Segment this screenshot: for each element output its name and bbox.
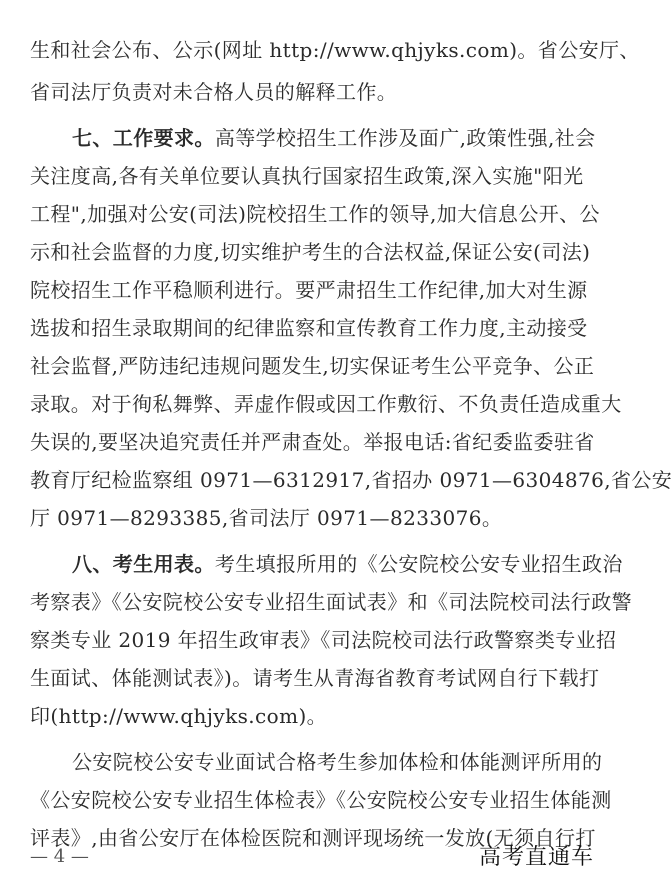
section-8-text: 考生填报所用的《公安院校公安专业招生政治 xyxy=(214,552,623,576)
watermark-logo: 高考直通车 xyxy=(478,845,594,870)
section-8-heading: 八、考生用表。 xyxy=(72,552,215,576)
text-line-15: 考察表》《公安院校公安专业招生面试表》和《司法院校司法行政警 xyxy=(30,590,632,614)
text-line-19: 公安院校公安专业面试合格考生参加体检和体能测评所用的 xyxy=(72,750,603,774)
text-line-7: 院校招生工作平稳顺利进行。要严肃招生工作纪律,加大对生源 xyxy=(30,278,588,302)
text-line-18: 印(http://www.qhjyks.com)。 xyxy=(30,704,328,728)
section-8-first-line xyxy=(30,548,638,580)
text-line-20: 《公安院校公安专业招生体检表》《公安院校公安专业招生体能测 xyxy=(30,788,612,812)
text-line-10: 录取。对于徇私舞弊、弄虚作假或因工作敷衍、不负责任造成重大 xyxy=(30,392,622,416)
text-line-5: 工程",加强对公安(司法)院校招生工作的领导,加大信息公开、公 xyxy=(30,202,600,226)
text-line-17: 生面试、体能测试表》)。请考生从青海省教育考试网自行下载打 xyxy=(30,666,600,690)
text-line-4: 关注度高,各有关单位要认真执行国家招生政策,深入实施"阳光 xyxy=(30,164,584,188)
text-line-6: 示和社会监督的力度,切实维护考生的合法权益,保证公安(司法) xyxy=(30,240,591,264)
text-line-2: 省司法厅负责对未合格人员的解释工作。 xyxy=(30,80,398,104)
section-7-first-line xyxy=(30,122,638,154)
text-line-8: 选拔和招生录取期间的纪律监察和宣传教育工作力度,主动接受 xyxy=(30,316,588,340)
text-line-9: 社会监督,严防违纪违规问题发生,切实保证考生公平竞争、公正 xyxy=(30,354,595,378)
text-line-12: 教育厅纪检监察组 0971—6312917,省招办 0971—6304876,省公安 xyxy=(30,468,672,492)
text-line-1: 生和社会公布、公示(网址 http://www.qhjyks.com)。省公安厅、 xyxy=(30,38,640,62)
page-number: — 4 — xyxy=(30,846,89,867)
text-line-11: 失误的,要坚决追究责任并严肃查处。举报电话:省纪委监委驻省 xyxy=(30,430,595,454)
text-line-13: 厅 0971—8293385,省司法厅 0971—8233076。 xyxy=(30,506,503,530)
section-7-text: 高等学校招生工作涉及面广,政策性强,社会 xyxy=(214,126,596,150)
text-line-21: 评表》,由省公安厅在体检医院和测评现场统一发放(无须自行打 xyxy=(30,826,596,850)
section-7-heading: 七、工作要求。 xyxy=(72,126,215,150)
text-line-16: 察类专业 2019 年招生政审表》《司法院校司法行政警察类专业招 xyxy=(30,628,617,652)
